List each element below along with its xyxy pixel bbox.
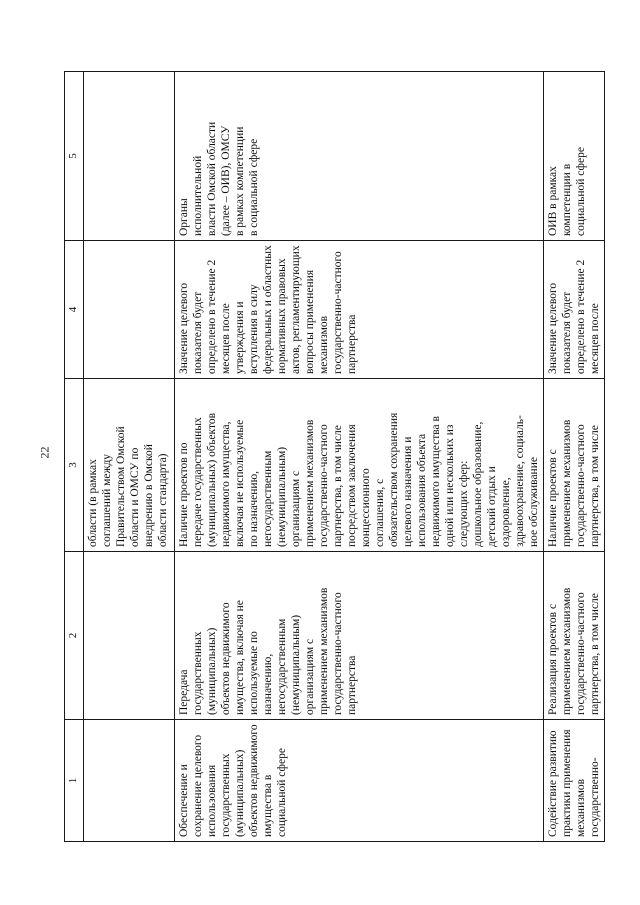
rotated-table-container <box>64 72 601 842</box>
header-col-5: 5 <box>65 72 84 241</box>
cell-executor: Органы исполнительной власти Омской области (далее – ОИВ), ОМСУ в рамках компетенции в социальной сфере <box>175 72 544 241</box>
cell-executor <box>84 72 175 241</box>
cell-indicator: Значение целевого показателя будет определено в течение 2 месяцев после утверждения и вступления в силу федеральных и областных нормативных правовых актов, регламентирующих вопросы применения механизмов государственно-частного партнерства <box>175 241 544 379</box>
cell-measure: Передача государственных (муниципальных) объектов недвижимого имущества, включая не используемые по назначению, негосударственным (немуниципальным) организациям с применением механизмов государственно-частного партнерства <box>175 552 544 720</box>
table-row <box>84 72 175 842</box>
cell-task: Содействие развитию практики применения механизмов государственно- <box>544 720 605 842</box>
cell-indicator <box>84 241 175 379</box>
cell-result: Наличие проектов по передаче государственных (муниципальных) объектов недвижимого имущества, включая не используемые по назначению, негосударственным (немуниципальным) организациям с применением механизмов государственно-частного партнерства, в том числе посредством заключения концессионного соглашения, с обязательством сохранения целевого назначения и использования объекта недвижимого имущества в одной или нескольких из следующих сфер: дошкольное образование, детский отдых и оздоровление, здравоохранение, социаль- ное обслуживание <box>175 379 544 552</box>
header-col-2: 2 <box>65 552 84 720</box>
measures-table <box>64 71 605 842</box>
header-col-4: 4 <box>65 241 84 379</box>
cell-measure <box>84 552 175 720</box>
table-row <box>175 72 544 842</box>
cell-result: Наличие проектов с применением механизмов государственно-частного партнерства, в том числе <box>544 379 605 552</box>
cell-measure: Реализация проектов с применением механизмов государственно-частного партнерства, в том числе <box>544 552 605 720</box>
cell-executor: ОИВ в рамках компетенции в социальной сфере <box>544 72 605 241</box>
header-col-3: 3 <box>65 379 84 552</box>
header-col-1: 1 <box>65 720 84 842</box>
cell-task: Обеспечение и сохранение целевого использования государственных (муниципальных) объектов недвижимого имущества в социальной сфере <box>175 720 544 842</box>
table-header-row <box>65 72 84 842</box>
page-number: 22 <box>37 446 52 458</box>
cell-result: области (в рамках соглашений между Правительством Омской области и ОМСУ по внедрению в Омской области стандарта) <box>84 379 175 552</box>
table-row <box>544 72 605 842</box>
cell-indicator: Значение целевого показателя будет определено в течение 2 месяцев после <box>544 241 605 379</box>
cell-task <box>84 720 175 842</box>
